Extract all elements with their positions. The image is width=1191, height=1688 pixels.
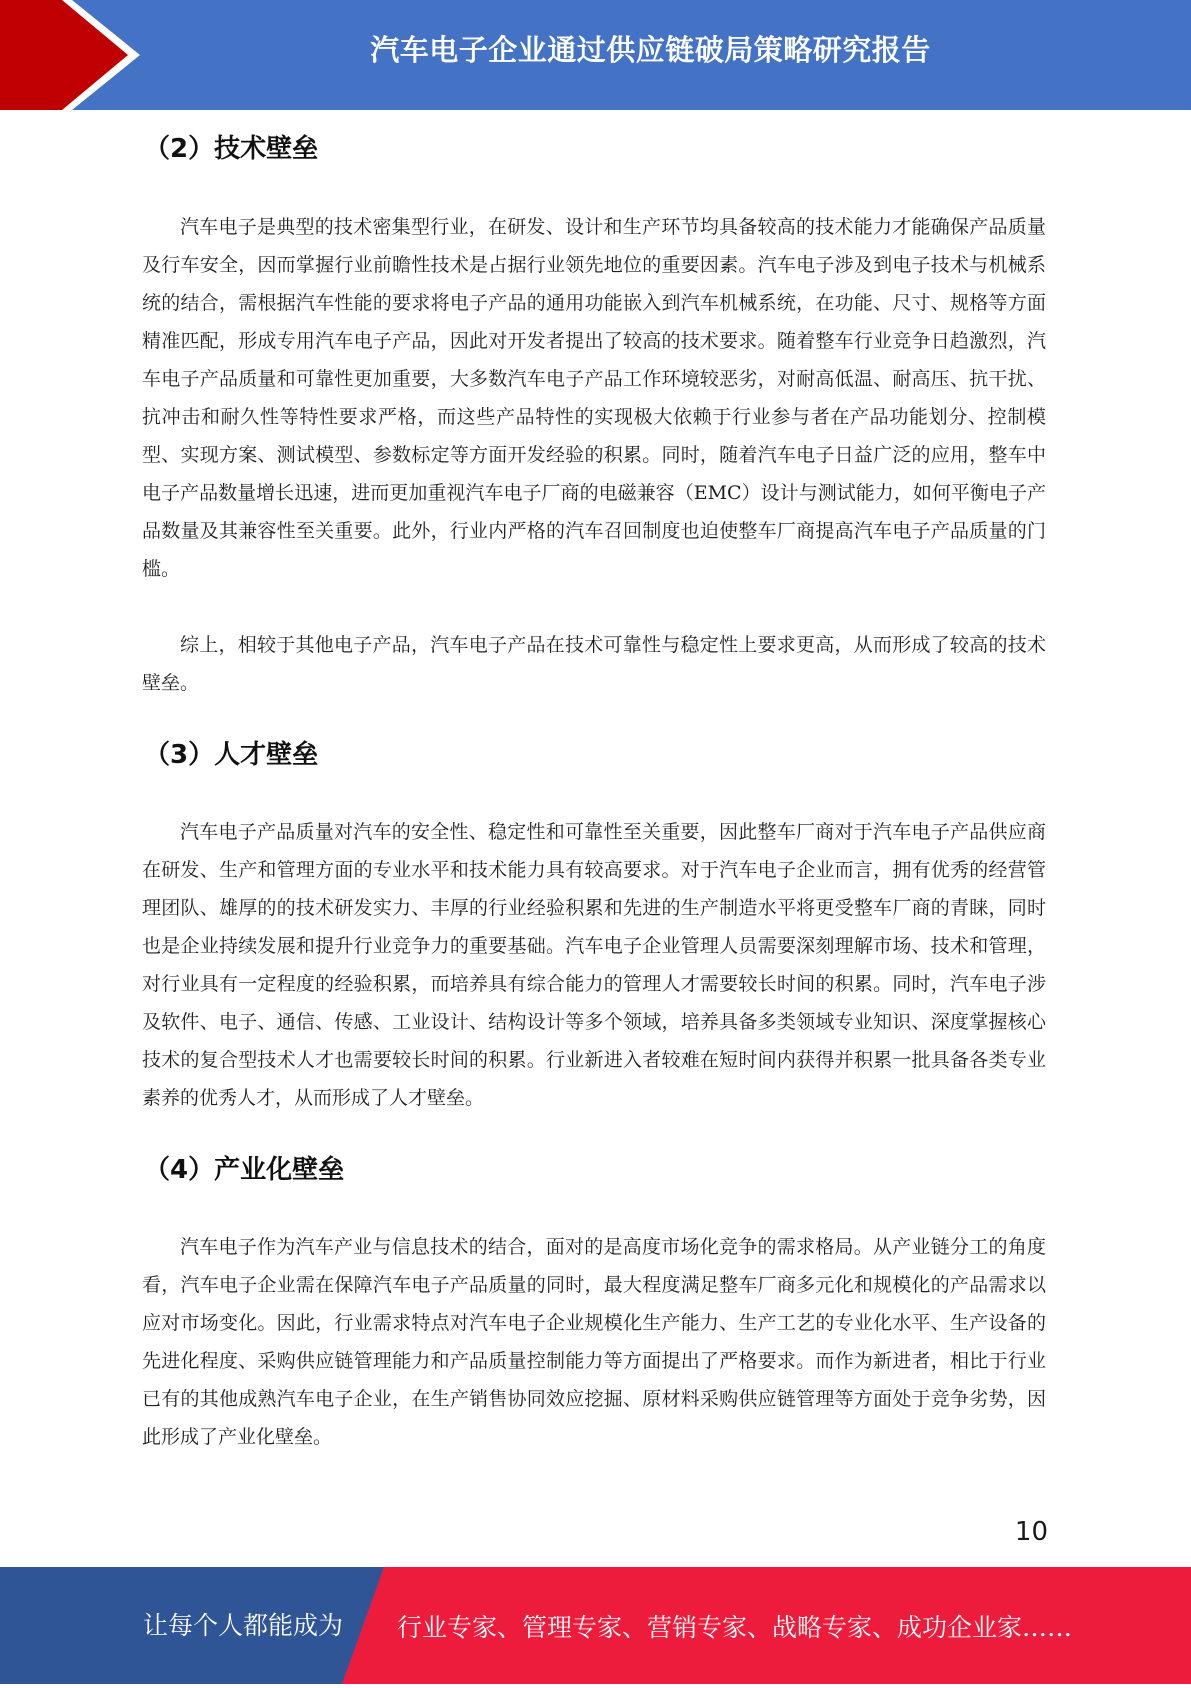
page-footer xyxy=(0,1567,1191,1684)
footer-slogan-left: 让每个人都能成为 xyxy=(143,1611,344,1640)
paragraph-tech-barrier-2: 综上，相较于其他电子产品，汽车电子产品在技术可靠性与稳定性上要求更高，从而形成了较高的技术壁垒。 xyxy=(142,634,1046,694)
document-body xyxy=(142,124,1046,1456)
header-arrow-decoration xyxy=(0,0,150,110)
page-header xyxy=(0,0,1191,110)
paragraph-tech-barrier-1: 汽车电子是典型的技术密集型行业，在研发、设计和生产环节均具备较高的技术能力才能确保产品质量及行车安全，因而掌握行业前瞻性技术是占据行业领先地位的重要因素。汽车电子涉及到电子技术与机械系统的结合，需根据汽车性能的要求将电子产品的通用功能嵌入到汽车机械系统，在功能、尺寸、规格等方面精准匹配，形成专用汽车电子产品，因此对开发者提出了较高的技术要求。随着整车行业竞争日趋激烈，汽车电子产品质量和可靠性更加重要，大多数汽车电子产品工作环境较恶劣，对耐高低温、耐高压、抗干扰、抗冲击和耐久性等特性要求严格，而这些产品特性的实现极大依赖于行业参与者在产品功能划分、控制模型、实现方案、测试模型、参数标定等方面开发经验的积累。同时，随着汽车电子日益广泛的应用，整车中电子产品数量增长迅速，进而更加重视汽车电子厂商的电磁兼容（EMC）设计与测试能力，如何平衡电子产品数量及其兼容性至关重要。此外，行业内严格的汽车召回制度也迫使整车厂商提高汽车电子产品质量的门槛。 xyxy=(142,216,1046,580)
paragraph-industrialization-barrier: 汽车电子作为汽车产业与信息技术的结合，面对的是高度市场化竞争的需求格局。从产业链分工的角度看，汽车电子企业需在保障汽车电子产品质量的同时，最大程度满足整车厂商多元化和规模化的产品需求以应对市场变化。因此，行业需求特点对汽车电子企业规模化生产能力、生产工艺的专业化水平、生产设备的先进化程度、采购供应链管理能力和产品质量控制能力等方面提出了严格要求。而作为新进者，相比于行业已有的其他成熟汽车电子企业，在生产销售协同效应挖掘、原材料采购供应链管理等方面处于竞争劣势，因此形成了产业化壁垒。 xyxy=(142,1236,1046,1448)
section-heading-industrialization-barrier: （4）产业化壁垒 xyxy=(144,1155,345,1185)
report-title: 汽车电子企业通过供应链破局策略研究报告 xyxy=(370,33,931,67)
footer-slogan-right: 行业专家、管理专家、营销专家、战略专家、成功企业家…… xyxy=(397,1613,1073,1642)
section-heading-tech-barrier: （2）技术壁垒 xyxy=(144,134,319,164)
page-number: 10 xyxy=(1014,1517,1048,1547)
paragraph-talent-barrier: 汽车电子产品质量对汽车的安全性、稳定性和可靠性至关重要，因此整车厂商对于汽车电子产品供应商在研发、生产和管理方面的专业水平和技术能力具有较高要求。对于汽车电子企业而言，拥有优秀的经营管理团队、雄厚的的技术研发实力、丰厚的行业经验积累和先进的生产制造水平将更受整车厂商的青睐，同时也是企业持续发展和提升行业竞争力的重要基础。汽车电子企业管理人员需要深刻理解市场、技术和管理，对行业具有一定程度的经验积累，而培养具有综合能力的管理人才需要较长时间的积累。同时，汽车电子涉及软件、电子、通信、传感、工业设计、结构设计等多个领域，培养具备多类领域专业知识、深度掌握核心技术的复合型技术人才也需要较长时间的积累。行业新进入者较难在短时间内获得并积累一批具备各类专业素养的优秀人才，从而形成了人才壁垒。 xyxy=(142,821,1046,1109)
section-heading-talent-barrier: （3）人才壁垒 xyxy=(144,740,319,770)
